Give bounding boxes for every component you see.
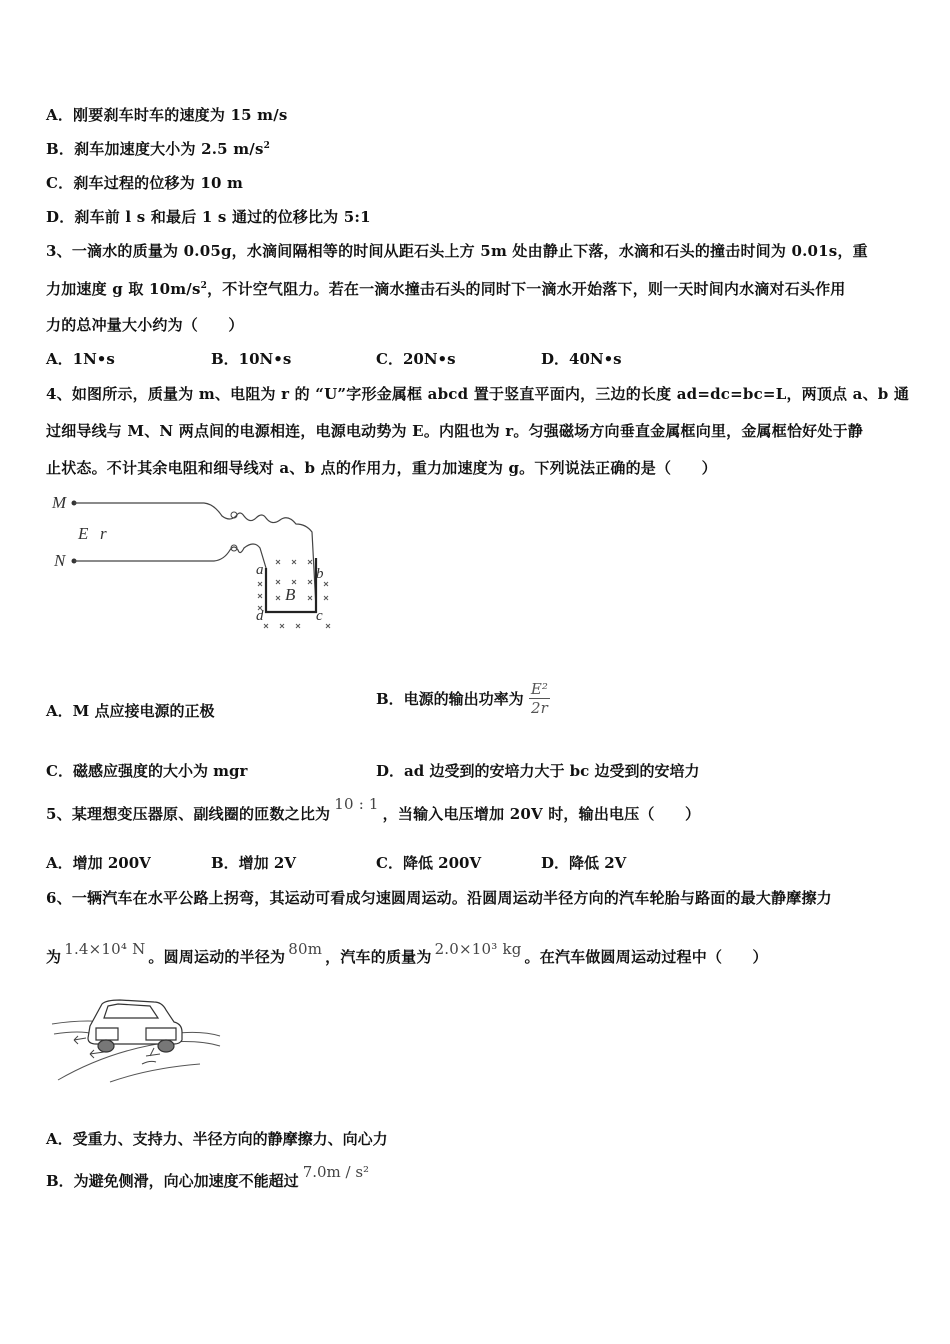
q6-option-b <box>46 1163 370 1191</box>
q4-option-c: C．磁感应强度的大小为 mgr <box>46 762 248 780</box>
q2-option-d: D．刹车前 l s 和最后 1 s 通过的位移比为 5:1 <box>46 208 371 226</box>
q6-line2-a: 为 <box>46 948 62 966</box>
q6-option-b-text: B．为避免侧滑，向心加速度不能超过 <box>46 1172 299 1190</box>
q3-option-b: B．10N•s <box>211 350 292 368</box>
q3-line3: 力的总冲量大小约为（ ） <box>46 316 244 334</box>
q2-option-c: C．刹车过程的位移为 10 m <box>46 174 244 192</box>
car-icon <box>88 1000 182 1052</box>
q3-option-a: A．1N•s <box>46 350 115 368</box>
q4-line3: 止状态。不计其余电阻和细导线对 a、b 点的作用力，重力加速度为 g。下列说法正确的是（ ） <box>46 459 717 477</box>
q5-option-a: A．增加 200V <box>46 854 151 872</box>
q3-line2-pre: 力加速度 g 取 10m/s <box>46 280 201 298</box>
q2-option-b-sup: 2 <box>263 141 271 151</box>
q4-line1: 4、如图所示，质量为 m、电阻为 r 的 “U”字形金属框 abcd 置于竖直平面内，三边的长度 ad=dc=bc=L，两顶点 a、b 通 <box>46 385 910 403</box>
q6-line2-d: 。在汽车做圆周运动过程中（ ） <box>524 948 768 966</box>
q6-line2-c: ，汽车的质量为 <box>325 948 432 966</box>
fig-label-d: d <box>256 608 264 624</box>
q4-circuit-figure <box>44 488 344 638</box>
q6-car-figure <box>50 990 225 1085</box>
q4-option-d: D．ad 边受到的安培力大于 bc 边受到的安培力 <box>376 762 700 780</box>
fig-label-c: c <box>316 608 323 624</box>
fig-label-N: N <box>54 551 66 570</box>
q3-line2 <box>46 278 846 299</box>
q3-option-d: D．40N•s <box>541 350 622 368</box>
q4-fraction-numerator: E² <box>530 680 548 698</box>
q4-line2: 过细导线与 M、N 两点间的电源相连，电源电动势为 E。内阻也为 r。匀强磁场方向垂直金属框向里，金属框恰好处于静 <box>46 422 863 440</box>
q2-option-a: A．刚要刹车时车的速度为 15 m/s <box>46 106 288 124</box>
q4-option-a: A．M 点应接电源的正极 <box>46 702 215 720</box>
q5-option-c: C．降低 200V <box>376 854 482 872</box>
fig-label-b: b <box>316 566 324 582</box>
q6-line1: 6、一辆汽车在水平公路上拐弯，其运动可看成匀速圆周运动。沿圆周运动半径方向的汽车轮胎与路面的最大静摩擦力 <box>46 889 832 907</box>
q3-line2-post: ，不计空气阻力。若在一滴水撞击石头的同时下一滴水开始落下，则一天时间内水滴对石头作用 <box>207 280 846 298</box>
fig-label-M: M <box>52 493 67 512</box>
q5-stem <box>46 795 701 824</box>
q5-stem-pre: 5、某理想变压器原、副线圈的匝数之比为 <box>46 805 331 823</box>
q5-ratio: 10 : 1 <box>334 795 379 813</box>
q6-line2-b: 。圆周运动的半径为 <box>148 948 286 966</box>
q3-line2-sup: 2 <box>200 281 208 291</box>
q4-option-b <box>376 680 550 717</box>
q5-option-b: B．增加 2V <box>211 854 296 872</box>
fig-label-E: E <box>78 524 89 543</box>
q4-option-b-text: B．电源的输出功率为 <box>376 690 524 708</box>
q2-option-b-text: B．刹车加速度大小为 2.5 m/s <box>46 140 264 158</box>
q4-fraction-denominator: 2r <box>531 699 548 717</box>
q6-force: 1.4×10⁴ N <box>64 940 146 958</box>
q5-option-d: D．降低 2V <box>541 854 627 872</box>
q6-accel: 7.0m / s² <box>302 1163 370 1181</box>
q6-option-a: A．受重力、支持力、半径方向的静摩擦力、向心力 <box>46 1130 388 1148</box>
fig-label-a: a <box>256 562 264 578</box>
q4-option-b-fraction <box>529 680 550 717</box>
q6-line2 <box>46 940 768 967</box>
q6-radius: 80m <box>288 940 323 958</box>
q6-mass: 2.0×10³ kg <box>434 940 522 958</box>
fig-label-B: B <box>285 585 296 604</box>
q3-line1: 3、一滴水的质量为 0.05g，水滴间隔相等的时间从距石头上方 5m 处由静止下落，水滴和石头的撞击时间为 0.01s，重 <box>46 242 868 260</box>
q2-option-b <box>46 138 270 159</box>
fig-label-r: r <box>100 524 107 543</box>
q3-option-c: C．20N•s <box>376 350 456 368</box>
q5-stem-post: ，当输入电压增加 20V 时，输出电压（ ） <box>382 805 701 823</box>
